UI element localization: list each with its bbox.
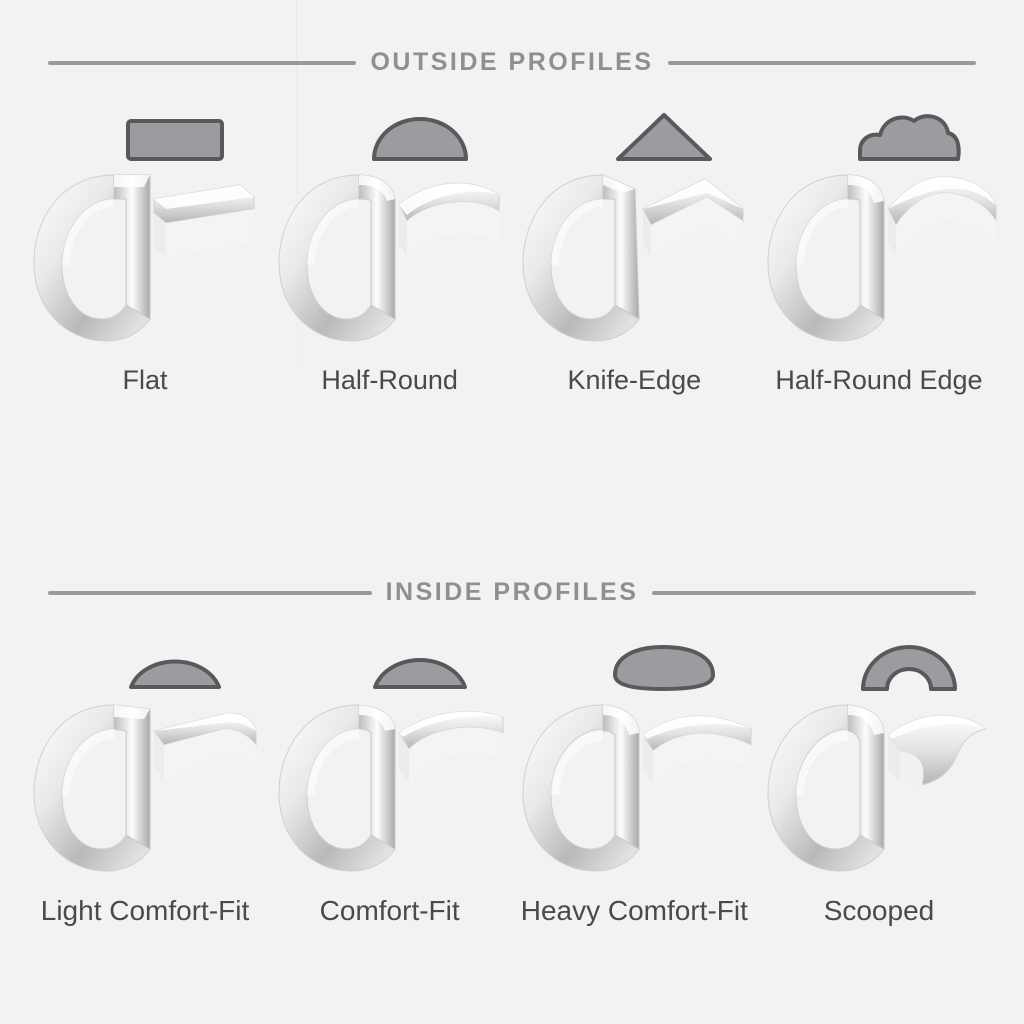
inside-card-row	[0, 633, 1024, 927]
profile-slice-render	[144, 695, 264, 805]
profile-card-comfort-fit[interactable]	[271, 633, 509, 927]
profile-slice-render	[389, 695, 514, 805]
profile-label: Scooped	[823, 895, 935, 926]
profile-slice-render	[633, 165, 753, 275]
profile-slice-render	[389, 165, 509, 275]
tall-dome-cross-section-icon	[609, 637, 719, 693]
profile-slice-render	[144, 165, 264, 275]
profile-art	[271, 103, 509, 363]
triangle-cross-section-icon	[614, 107, 714, 163]
profile-label: Light Comfort-Fit	[40, 895, 250, 926]
half-round-edge-cross-section-icon	[854, 107, 964, 163]
profile-card-heavy-comfort-fit[interactable]	[515, 633, 753, 927]
inside-profiles-section	[0, 578, 1024, 927]
rectangle-cross-section-icon	[125, 107, 225, 163]
profile-label: Half-Round	[321, 365, 458, 395]
profile-label: Comfort-Fit	[319, 895, 460, 926]
rule-left	[48, 591, 372, 595]
profile-label: Flat	[122, 365, 168, 395]
profile-card-light-comfort-fit[interactable]	[26, 633, 264, 927]
profile-art	[271, 633, 509, 893]
half-round-cross-section-icon	[370, 107, 470, 163]
outside-card-row	[0, 103, 1024, 396]
profile-slice-render	[878, 695, 998, 805]
profile-card-half-round[interactable]	[271, 103, 509, 396]
profile-card-knife-edge[interactable]	[515, 103, 753, 396]
section-title: INSIDE PROFILES	[385, 578, 639, 606]
profile-slice-render	[878, 165, 1008, 275]
profile-label: Heavy Comfort-Fit	[520, 895, 748, 926]
dome-cross-section-icon	[370, 637, 470, 693]
profile-card-scooped[interactable]	[760, 633, 998, 927]
profile-art	[26, 103, 264, 363]
outside-profiles-section	[0, 48, 1024, 396]
profile-slice-render	[633, 695, 763, 805]
profile-art	[760, 633, 998, 893]
outside-section-header	[0, 48, 1024, 77]
rule-left	[48, 61, 356, 65]
profile-art	[515, 633, 753, 893]
inside-section-header	[0, 578, 1024, 607]
profile-art	[760, 103, 998, 363]
profile-art	[26, 633, 264, 893]
shallow-dome-cross-section-icon	[125, 637, 225, 693]
profile-label: Knife-Edge	[567, 365, 702, 395]
profile-card-half-round-edge[interactable]	[760, 103, 998, 396]
arch-cross-section-icon	[859, 637, 959, 693]
section-title: OUTSIDE PROFILES	[370, 48, 654, 76]
profile-card-flat[interactable]	[26, 103, 264, 396]
rule-right	[668, 61, 976, 65]
rule-right	[652, 591, 976, 595]
profile-art	[515, 103, 753, 363]
profile-label: Half-Round Edge	[775, 365, 983, 395]
